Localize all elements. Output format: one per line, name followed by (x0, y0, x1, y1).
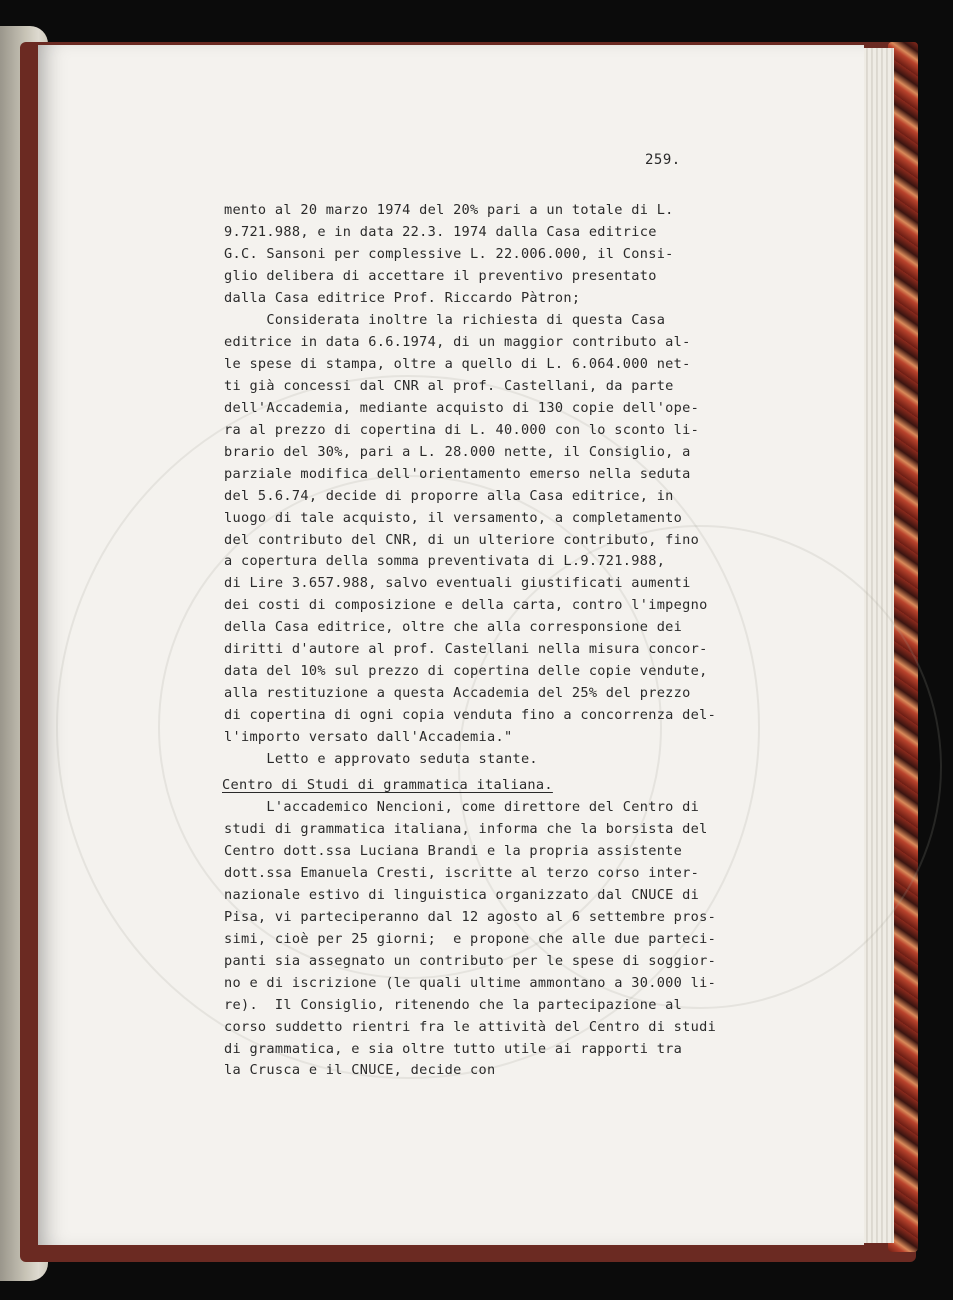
text-line: re). Il Consiglio, ritenendo che la partecipazione al (224, 997, 683, 1013)
text-line: Considerata inoltre la richiesta di questa Casa (224, 312, 666, 328)
text-line: ra al prezzo di copertina di L. 40.000 con lo sconto li- (224, 422, 700, 438)
text-line: mento al 20 marzo 1974 del 20% pari a un totale di L. (224, 202, 674, 218)
text-line: brario del 30%, pari a L. 28.000 nette, il Consiglio, a (224, 444, 691, 460)
page-number: 259. (645, 152, 681, 168)
document-page (38, 45, 864, 1245)
text-line: di copertina di ogni copia venduta fino a concorrenza del- (224, 707, 717, 723)
text-line: del contributo del CNR, di un ulteriore contributo, fino (224, 532, 700, 548)
text-line: di Lire 3.657.988, salvo eventuali giustificati aumenti (224, 575, 691, 591)
text-line: luogo di tale acquisto, il versamento, a completamento (224, 510, 683, 526)
text-line: Centro dott.ssa Luciana Brandi e la propria assistente (224, 843, 683, 859)
text-line: ti già concessi dal CNR al prof. Castellani, da parte (224, 378, 674, 394)
text-line: panti sia assegnato un contributo per le spese di soggior- (224, 953, 717, 969)
text-line: la Crusca e il CNUCE, decide con (224, 1062, 496, 1078)
text-line: Letto e approvato seduta stante. (224, 751, 538, 767)
text-line: diritti d'autore al prof. Castellani nella misura concor- (224, 641, 708, 657)
text-line: dalla Casa editrice Prof. Riccardo Pàtron; (224, 290, 581, 306)
text-line: Pisa, vi parteciperanno dal 12 agosto al 6 settembre pros- (224, 909, 717, 925)
text-line: 9.721.988, e in data 22.3. 1974 dalla Casa editrice (224, 224, 657, 240)
text-line: studi di grammatica italiana, informa che la borsista del (224, 821, 708, 837)
section-heading: Centro di Studi di grammatica italiana. (222, 777, 553, 793)
text-line: glio delibera di accettare il preventivo presentato (224, 268, 657, 284)
text-line: di grammatica, e sia oltre tutto utile ai rapporti tra (224, 1041, 683, 1057)
text-line: l'importo versato dall'Accademia." (224, 729, 513, 745)
text-line: nazionale estivo di linguistica organizzato dal CNUCE di (224, 887, 700, 903)
text-line: editrice in data 6.6.1974, di un maggior contributo al- (224, 334, 691, 350)
text-line: le spese di stampa, oltre a quello di L. 6.064.000 net- (224, 356, 691, 372)
text-line: dell'Accademia, mediante acquisto di 130 copie dell'ope- (224, 400, 700, 416)
text-line: della Casa editrice, oltre che alla corresponsione dei (224, 619, 683, 635)
text-line: simi, cioè per 25 giorni; e propone che alle due parteci- (224, 931, 717, 947)
text-line: alla restituzione a questa Accademia del 25% del prezzo (224, 685, 691, 701)
text-line: no e di iscrizione (le quali ultime ammontano a 30.000 li- (224, 975, 717, 991)
text-line: G.C. Sansoni per complessive L. 22.006.000, il Consi- (224, 246, 674, 262)
text-line: del 5.6.74, decide di proporre alla Casa editrice, in (224, 488, 674, 504)
text-line: data del 10% sul prezzo di copertina delle copie vendute, (224, 663, 708, 679)
text-line: dei costi di composizione e della carta, contro l'impegno (224, 597, 708, 613)
text-line: dott.ssa Emanuela Cresti, iscritte al terzo corso inter- (224, 865, 700, 881)
text-line: parziale modifica dell'orientamento emerso nella seduta (224, 466, 691, 482)
text-line: a copertura della somma preventivata di L.9.721.988, (224, 553, 666, 569)
text-line: corso suddetto rientri fra le attività del Centro di studi (224, 1019, 717, 1035)
text-line: L'accademico Nencioni, come direttore del Centro di (224, 799, 700, 815)
